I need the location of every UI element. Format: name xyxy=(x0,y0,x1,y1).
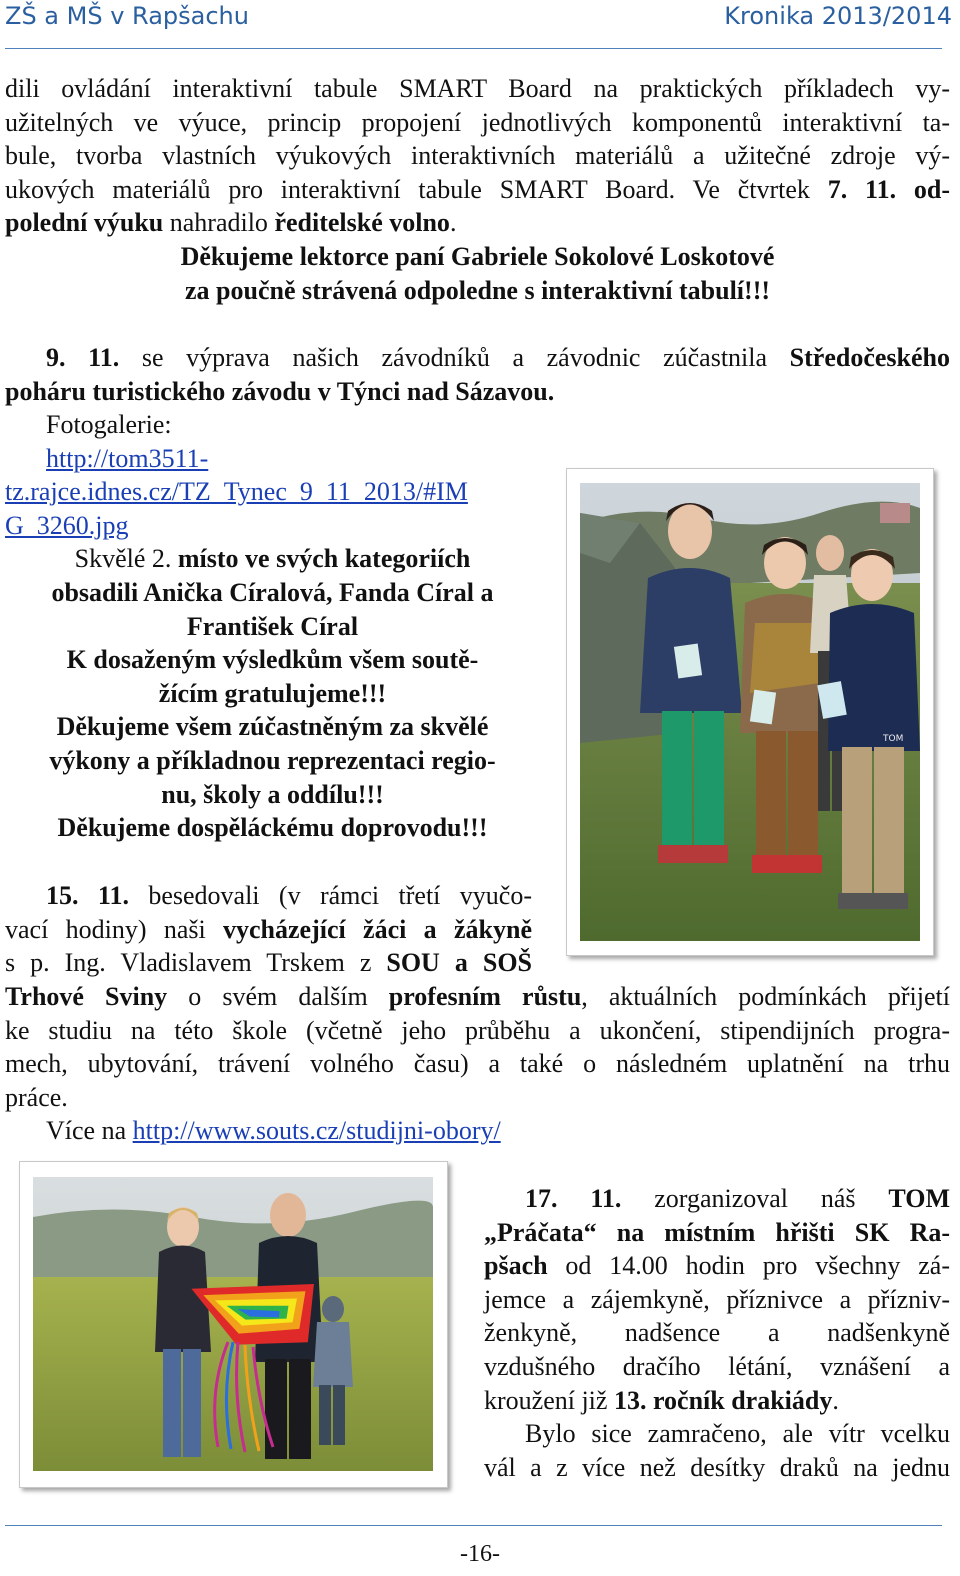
result-line: obsadili Anička Círalová, Fanda Círal a xyxy=(51,577,494,607)
race-photo-image xyxy=(580,483,920,941)
talk-line: mech, ubytování, trávení volného času) a také o následném uplatnění na trhu xyxy=(5,1049,950,1079)
intro-line: užitelných ve výuce, princip propojení jednotlivých komponentů interaktivní ta- xyxy=(5,107,950,137)
talk-line: Trhové Sviny o svém dalším profesním růstu, aktuálních podmínkách přijetí xyxy=(5,982,950,1011)
talk-line: ke studiu na této škole (včetně jeho průběhu a ukončení, stipendijních progra- xyxy=(5,1015,950,1045)
intro-line: ukových materiálů pro interaktivní tabule SMART Board. Ve čtvrtek 7. 11. od- xyxy=(5,174,950,204)
page-header xyxy=(5,0,952,46)
congrats-line: K dosaženým výsledkům všem soutě- xyxy=(66,645,479,675)
kite-photo xyxy=(19,1161,448,1488)
kite-line: 17. 11. zorganizoval náš TOM xyxy=(525,1184,950,1213)
result-line: Skvělé 2. místo ve svých kategoriích xyxy=(74,544,471,574)
thanks-line: Děkujeme lektorce paní Gabriele Sokolové Loskotové xyxy=(180,241,775,271)
gallery-label: Fotogalerie: xyxy=(46,410,172,439)
intro-line: polední výuku nahradilo ředitelské volno. xyxy=(5,208,457,238)
kite-line: pšach od 14.00 hodin pro všechny zá- xyxy=(484,1251,950,1281)
talk-paragraph-rest xyxy=(5,980,950,1148)
more-info-line: Více na http://www.souts.cz/studijni-obory/ xyxy=(46,1116,501,1146)
gallery-link[interactable]: G_3260.jpg xyxy=(5,510,129,540)
trip-column xyxy=(5,408,535,845)
result-line: František Círal xyxy=(186,611,359,641)
kite-paragraph xyxy=(484,1182,950,1484)
school-name: ZŠ a MŠ v Rapšachu xyxy=(5,2,249,30)
talk-paragraph-start xyxy=(5,879,532,980)
talk-line: 15. 11. besedovali (v rámci třetí vyučo- xyxy=(46,881,532,910)
school-link[interactable]: http://www.souts.cz/studijni-obory/ xyxy=(132,1116,501,1146)
kite-line: Bylo sice zamračeno, ale vítr vcelku xyxy=(525,1419,950,1449)
page-number: -16- xyxy=(460,1541,500,1567)
intro-paragraph xyxy=(5,72,950,307)
thanks-line: za poučně strávená odpoledne s interaktivní tabulí!!! xyxy=(184,275,771,305)
thanks-line: výkony a příkladnou reprezentaci regio- xyxy=(49,745,496,775)
gallery-link[interactable]: http://tom3511- xyxy=(46,443,209,473)
thanks-line: Děkujeme dospěláckému doprovodu!!! xyxy=(57,813,488,843)
talk-line: s p. Ing. Vladislavem Trskem z SOU a SOŠ xyxy=(5,948,533,978)
congrats-line: žícím gratulujeme!!! xyxy=(158,678,387,708)
kite-line: kroužení již 13. ročník drakiády. xyxy=(484,1385,839,1415)
gallery-link[interactable]: tz.rajce.idnes.cz/TZ_Tynec_9_11_2013/#IM xyxy=(5,477,468,507)
intro-line: bule, tvorba vlastních výukových interaktivních materiálů a užitečné zdroje vý- xyxy=(5,141,950,171)
kite-photo-image xyxy=(33,1177,433,1471)
tshirt-text: TOM xyxy=(883,734,904,744)
kite-line: ženkyně, nadšence a nadšenkyně xyxy=(484,1318,950,1348)
trip-line: 9. 11. se výprava našich závodníků a závodnic zúčastnila Středočeského xyxy=(46,343,950,372)
footer-divider xyxy=(5,1525,942,1526)
thanks-line: Děkujeme všem zúčastněným za skvělé xyxy=(56,712,489,742)
kite-line: „Práčata“ na místním hřišti SK Ra- xyxy=(484,1217,950,1247)
header-divider xyxy=(5,48,942,49)
talk-line: vací hodiny) naši vycházející žáci a žákyně xyxy=(5,914,532,944)
talk-line: práce. xyxy=(5,1082,68,1112)
kite-line: vál a z více než desítky draků na jednu xyxy=(484,1452,950,1482)
kite-line: vzdušného dračího létání, vznášení a xyxy=(484,1351,950,1381)
chronicle-title: Kronika 2013/2014 xyxy=(724,2,952,30)
thanks-line: nu, školy a oddílu!!! xyxy=(161,779,384,809)
trip-paragraph xyxy=(5,341,950,408)
intro-line: dili ovládání interaktivní tabule SMART Board na praktických příkladech vy- xyxy=(5,74,950,103)
kite-line: jemce a zájemkyně, příznivce a přízniv- xyxy=(484,1284,950,1314)
race-photo xyxy=(566,468,934,956)
trip-line: poháru turistického závodu v Týnci nad Sázavou. xyxy=(5,376,555,406)
